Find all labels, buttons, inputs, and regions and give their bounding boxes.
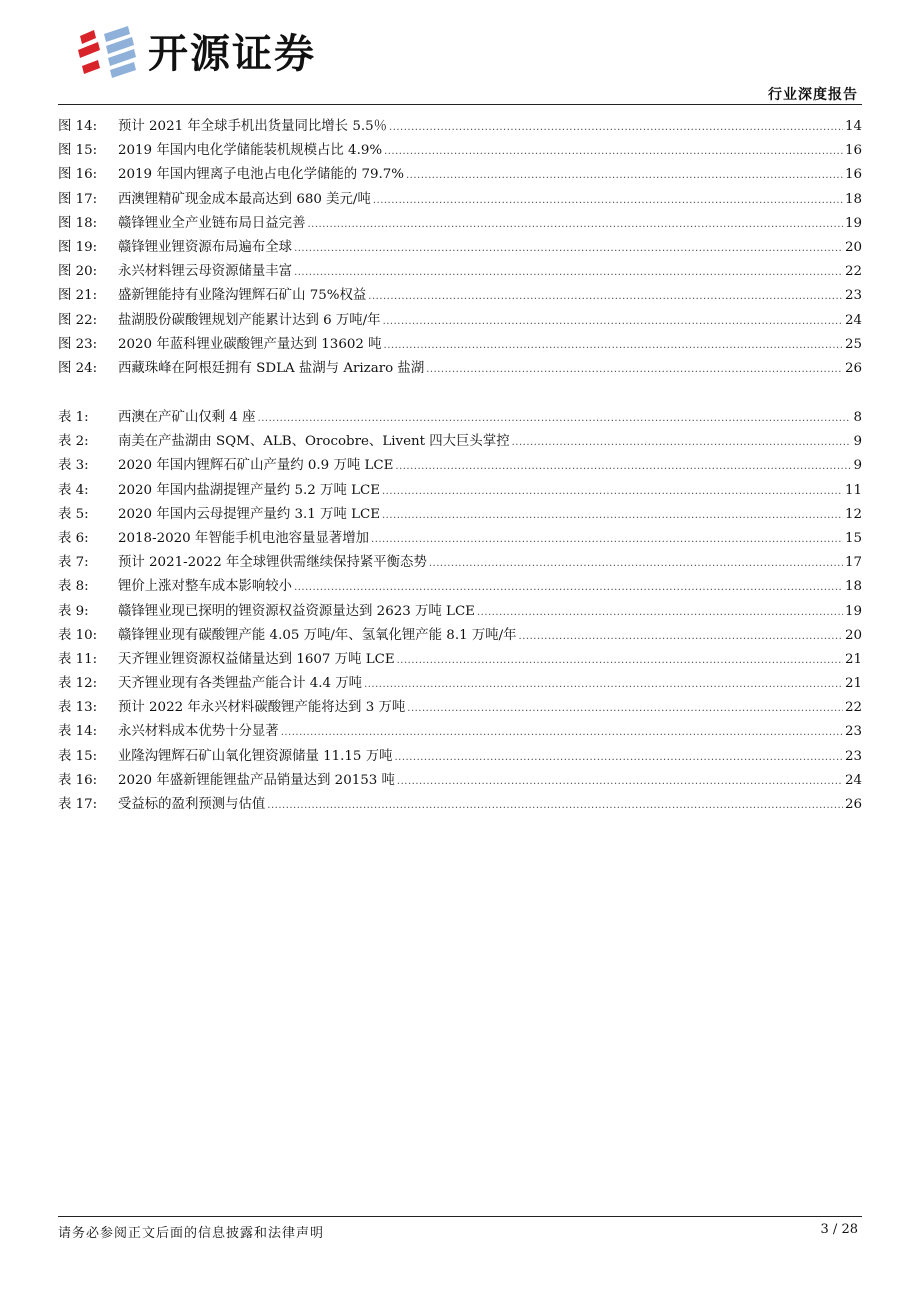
entry-number: 表 6: [58, 530, 89, 546]
entry-number: 表 10: [58, 627, 98, 643]
header-divider [58, 104, 862, 105]
entry-title: 预计 2022 年永兴材料碳酸锂产能将达到 3 万吨 [118, 700, 406, 716]
entry-title: 盐湖股份碳酸锂规划产能累计达到 6 万吨/年 [118, 312, 381, 328]
entry-page-number: 16 [844, 167, 862, 183]
dot-leader [267, 800, 843, 811]
entry-number: 表 17: [58, 797, 98, 812]
table-index-list [58, 406, 862, 817]
entry-page-number: 19 [844, 603, 862, 619]
table-index-entry[interactable] [58, 430, 862, 454]
dot-leader [294, 582, 843, 593]
entry-number: 表 13: [58, 700, 98, 716]
entry-title: 西澳锂精矿现金成本最高达到 680 美元/吨 [118, 191, 371, 207]
page-header [0, 0, 920, 110]
table-index-entry[interactable] [58, 696, 862, 720]
table-index-entry[interactable] [58, 793, 862, 817]
entry-number: 图 15: [58, 143, 98, 159]
entry-page-number: 12 [844, 506, 862, 522]
entry-title: 盛新锂能持有业隆沟锂辉石矿山 75%权益 [118, 288, 367, 304]
entry-number: 表 15: [58, 748, 98, 764]
entry-page-number: 24 [844, 312, 862, 328]
figure-index-entry[interactable] [58, 163, 862, 187]
figure-index-entry[interactable] [58, 188, 862, 212]
entry-page-number: 23 [844, 748, 862, 764]
table-index-entry[interactable] [58, 406, 862, 430]
dot-leader [294, 267, 843, 278]
entry-page-number: 20 [844, 627, 862, 643]
dot-leader [382, 510, 843, 521]
entry-title: 2020 年国内锂辉石矿山产量约 0.9 万吨 LCE [118, 458, 394, 474]
entry-title: 业隆沟锂辉石矿山氧化锂资源储量 11.15 万吨 [118, 748, 393, 764]
entry-number: 图 21: [58, 288, 98, 304]
entry-page-number: 18 [844, 579, 862, 595]
entry-page-number: 11 [844, 482, 862, 498]
entry-title: 2020 年盛新锂能锂盐产品销量达到 20153 吨 [118, 772, 395, 788]
entry-title: 赣锋锂业全产业链布局日益完善 [118, 215, 306, 231]
company-logo [76, 26, 316, 82]
footer-divider [58, 1216, 862, 1217]
entry-number: 表 8: [58, 579, 89, 595]
dot-leader [397, 655, 843, 666]
table-index-entry[interactable] [58, 720, 862, 744]
dot-leader [368, 291, 843, 302]
entry-title: 西澳在产矿山仅剩 4 座 [118, 410, 256, 425]
entry-title: 锂价上涨对整车成本影响较小 [118, 579, 293, 595]
table-index-entry[interactable] [58, 648, 862, 672]
entry-number: 表 9: [58, 603, 89, 619]
entry-page-number: 23 [844, 724, 862, 740]
logo-mark-icon [76, 26, 140, 82]
entry-page-number: 18 [844, 191, 862, 207]
entry-number: 表 5: [58, 506, 89, 522]
entry-number: 图 18: [58, 215, 98, 231]
table-index-entry[interactable] [58, 575, 862, 599]
entry-page-number: 21 [844, 676, 862, 692]
figure-index-entry[interactable] [58, 115, 862, 139]
dot-leader [426, 364, 843, 375]
dot-leader [382, 486, 843, 497]
dot-leader [373, 195, 843, 206]
dot-leader [397, 776, 843, 787]
entry-title: 赣锋锂业现有碳酸锂产能 4.05 万吨/年、氢氧化锂产能 8.1 万吨/年 [118, 627, 517, 643]
dot-leader [407, 703, 843, 714]
dot-leader [371, 534, 843, 545]
entry-number: 表 14: [58, 724, 98, 740]
entry-page-number: 19 [844, 215, 862, 231]
entry-title: 赣锋锂业现已探明的锂资源权益资源量达到 2623 万吨 LCE [118, 603, 475, 619]
figure-index-entry[interactable] [58, 139, 862, 163]
dot-leader [429, 558, 843, 569]
dot-leader [512, 437, 852, 448]
entry-title: 西藏珠峰在阿根廷拥有 SDLA 盐湖与 Arizaro 盐湖 [118, 360, 425, 376]
entry-title: 预计 2021-2022 年全球锂供需继续保持紧平衡态势 [118, 555, 427, 571]
logo-text: 开源证券 [148, 31, 316, 77]
table-index-entry[interactable] [58, 600, 862, 624]
footer-disclaimer: 请务必参阅正文后面的信息披露和法律声明 [58, 1226, 325, 1241]
entry-page-number: 9 [853, 434, 862, 450]
table-index-entry[interactable] [58, 454, 862, 478]
entry-title: 天齐锂业锂资源权益储量达到 1607 万吨 LCE [118, 651, 395, 667]
entry-page-number: 23 [844, 288, 862, 304]
figure-index-entry[interactable] [58, 284, 862, 308]
table-index-entry[interactable] [58, 672, 862, 696]
entry-page-number: 21 [844, 651, 862, 667]
dot-leader [389, 122, 843, 133]
dot-leader [477, 607, 843, 618]
entry-title: 2020 年国内盐湖提锂产量约 5.2 万吨 LCE [118, 482, 380, 498]
entry-page-number: 20 [844, 239, 862, 255]
report-type-label: 行业深度报告 [768, 87, 858, 103]
table-index-entry[interactable] [58, 527, 862, 551]
dot-leader [519, 631, 843, 642]
dot-leader [406, 170, 843, 181]
entry-page-number: 14 [844, 119, 862, 134]
entry-title: 预计 2021 年全球手机出货量同比增长 5.5％ [118, 119, 388, 134]
entry-page-number: 16 [844, 143, 862, 159]
figure-index-list [58, 115, 862, 381]
table-index-entry[interactable] [58, 769, 862, 793]
entry-title: 2020 年国内云母提锂产量约 3.1 万吨 LCE [118, 506, 380, 522]
entry-title: 受益标的盈利预测与估值 [118, 797, 266, 812]
entry-number: 表 3: [58, 458, 89, 474]
entry-number: 图 19: [58, 239, 98, 255]
table-index-entry[interactable] [58, 745, 862, 769]
dot-leader [281, 727, 843, 738]
entry-page-number: 22 [844, 700, 862, 716]
table-index-entry[interactable] [58, 479, 862, 503]
entry-title: 永兴材料成本优势十分显著 [118, 724, 279, 740]
entry-page-number: 25 [844, 336, 862, 352]
dot-leader [395, 752, 843, 763]
figure-index-entry[interactable] [58, 309, 862, 333]
figure-index-entry[interactable] [58, 212, 862, 236]
entry-number: 图 14: [58, 119, 98, 134]
dot-leader [384, 146, 843, 157]
dot-leader [384, 340, 843, 351]
entry-page-number: 26 [844, 360, 862, 376]
entry-number: 表 2: [58, 434, 89, 450]
entry-number: 图 23: [58, 336, 98, 352]
entry-page-number: 17 [844, 555, 862, 571]
entry-title: 南美在产盐湖由 SQM、ALB、Orocobre、Livent 四大巨头掌控 [118, 434, 510, 450]
dot-leader [364, 679, 843, 690]
entry-page-number: 15 [844, 530, 862, 546]
dot-leader [294, 243, 843, 254]
figure-index-entry[interactable] [58, 333, 862, 357]
page-number: 3 / 28 [820, 1222, 858, 1237]
figure-index-entry[interactable] [58, 260, 862, 284]
dot-leader [307, 219, 842, 230]
dot-leader [383, 316, 843, 327]
entry-title: 2020 年蓝科锂业碳酸锂产量达到 13602 吨 [118, 336, 382, 352]
entry-page-number: 24 [844, 772, 862, 788]
entry-number: 图 24: [58, 360, 98, 376]
entry-title: 永兴材料锂云母资源储量丰富 [118, 264, 293, 280]
figure-index-entry[interactable] [58, 236, 862, 260]
figure-index-entry[interactable] [58, 357, 862, 381]
entry-page-number: 22 [844, 264, 862, 280]
entry-title: 赣锋锂业锂资源布局遍布全球 [118, 239, 293, 255]
entry-number: 图 20: [58, 264, 98, 280]
entry-number: 图 16: [58, 167, 98, 183]
entry-title: 2019 年国内电化学储能装机规模占比 4.9% [118, 143, 383, 159]
entry-number: 表 16: [58, 772, 98, 788]
entry-title: 2019 年国内锂离子电池占电化学储能的 79.7% [118, 167, 404, 183]
table-index-entry[interactable] [58, 624, 862, 648]
entry-number: 图 22: [58, 312, 98, 328]
entry-title: 天齐锂业现有各类锂盐产能合计 4.4 万吨 [118, 676, 363, 692]
entry-number: 表 4: [58, 482, 89, 498]
entry-page-number: 9 [853, 458, 862, 474]
table-index-entry[interactable] [58, 503, 862, 527]
table-index-entry[interactable] [58, 551, 862, 575]
entry-page-number: 26 [844, 797, 862, 812]
entry-page-number: 8 [853, 410, 862, 425]
entry-title: 2018-2020 年智能手机电池容量显著增加 [118, 530, 370, 546]
entry-number: 表 1: [58, 410, 89, 425]
entry-number: 表 12: [58, 676, 98, 692]
entry-number: 表 7: [58, 555, 89, 571]
entry-number: 图 17: [58, 191, 98, 207]
dot-leader [395, 461, 851, 472]
dot-leader [258, 413, 852, 424]
entry-number: 表 11: [58, 651, 98, 667]
